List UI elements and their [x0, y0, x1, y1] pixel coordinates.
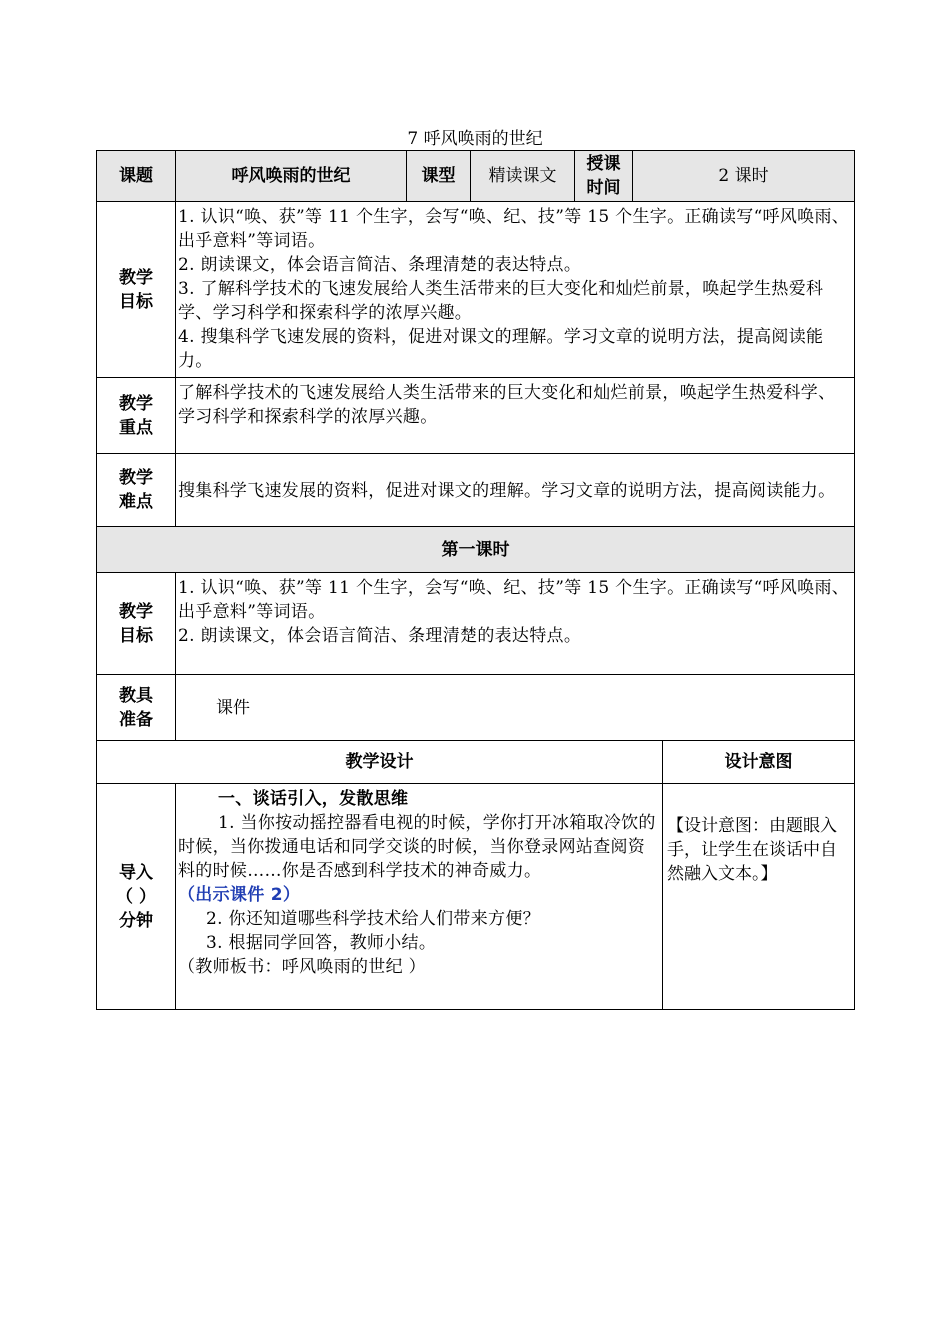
goal-line: 2. 朗读课文，体会语言简洁、条理清楚的表达特点。: [178, 255, 582, 275]
intro-row: [97, 784, 855, 1010]
document-title: 7 呼风唤雨的世纪: [407, 129, 543, 149]
goals-content: [176, 202, 855, 378]
goals-label: 教学 目标: [97, 202, 176, 378]
lesson-one-heading-row: [97, 527, 855, 573]
board-note: （教师板书：呼风唤雨的世纪 ）: [178, 957, 426, 977]
time-label-line-2: 时间: [586, 178, 621, 198]
lesson-one-goals-content: [176, 573, 855, 675]
lesson-plan-table: [96, 150, 855, 1010]
design-header-row: [97, 741, 855, 784]
intro-label: 导入 （ ） 分钟: [97, 784, 176, 1010]
type-label: 课型: [407, 151, 471, 202]
design-column-header: 教学设计: [97, 741, 663, 784]
time-label: [575, 151, 633, 202]
intro-question: 2. 你还知道哪些科学技术给人们带来方便？: [206, 909, 540, 929]
goals-row: [97, 202, 855, 378]
intro-summary: 3. 根据同学回答，教师小结。: [206, 933, 437, 953]
difficulties-label: 教学 难点: [97, 454, 176, 527]
lesson-one-heading: 第一课时: [97, 527, 855, 573]
header-row: [97, 151, 855, 202]
intent-content: 【设计意图：由题眼入手，让学生在谈话中自然融入文本。】: [663, 784, 855, 1010]
intent-column-header: 设计意图: [663, 741, 855, 784]
intro-paragraph: 1. 当你按动摇控器看电视的时候，学你打开冰箱取冷饮的时候，当你拨通电话和同学交谈的时候，当你登录网站查阅资料的时候……你是否感到科学技术的神奇威力。: [178, 813, 656, 881]
section-title: 一、谈话引入，发散思维: [218, 789, 409, 809]
lesson-one-goals-row: [97, 573, 855, 675]
type-value: 精读课文: [471, 151, 575, 202]
goal-line: 3. 了解科学技术的飞速发展给人类生活带来的巨大变化和灿烂前景，唤起学生热爱科学、学习科学和探索科学的浓厚兴趣。: [178, 279, 824, 323]
goal-line: 2. 朗读课文，体会语言简洁、条理清楚的表达特点。: [178, 626, 582, 646]
goal-line: 1. 认识“唤、获”等 11 个生字，会写“唤、纪、技”等 15 个生字。正确读写“呼风唤雨、出乎意料”等词语。: [178, 207, 850, 251]
key-points-content: 了解科学技术的飞速发展给人类生活带来的巨大变化和灿烂前景，唤起学生热爱科学、学习科学和探索科学的浓厚兴趣。: [176, 378, 855, 454]
difficulties-content: 搜集科学飞速发展的资料，促进对课文的理解。学习文章的说明方法，提高阅读能力。: [176, 454, 855, 527]
goal-line: 4. 搜集科学飞速发展的资料，促进对课文的理解。学习文章的说明方法，提高阅读能力。: [178, 327, 824, 371]
tools-row: [97, 675, 855, 741]
lesson-one-goals-label: 教学 目标: [97, 573, 176, 675]
key-points-row: [97, 378, 855, 454]
time-value: 2 课时: [633, 151, 855, 202]
time-label-line-1: 授课: [586, 154, 621, 174]
topic-label: 课题: [97, 151, 176, 202]
key-points-label: 教学 重点: [97, 378, 176, 454]
tools-label: 教具 准备: [97, 675, 176, 741]
intro-content: [176, 784, 663, 1010]
goal-line: 1. 认识“唤、获”等 11 个生字，会写“唤、纪、技”等 15 个生字。正确读写“呼风唤雨、出乎意料”等词语。: [178, 578, 850, 622]
difficulties-row: [97, 454, 855, 527]
topic-value: 呼风唤雨的世纪: [176, 151, 407, 202]
courseware-note: （出示课件 2）: [178, 885, 301, 905]
tools-value: 课件: [176, 675, 855, 741]
